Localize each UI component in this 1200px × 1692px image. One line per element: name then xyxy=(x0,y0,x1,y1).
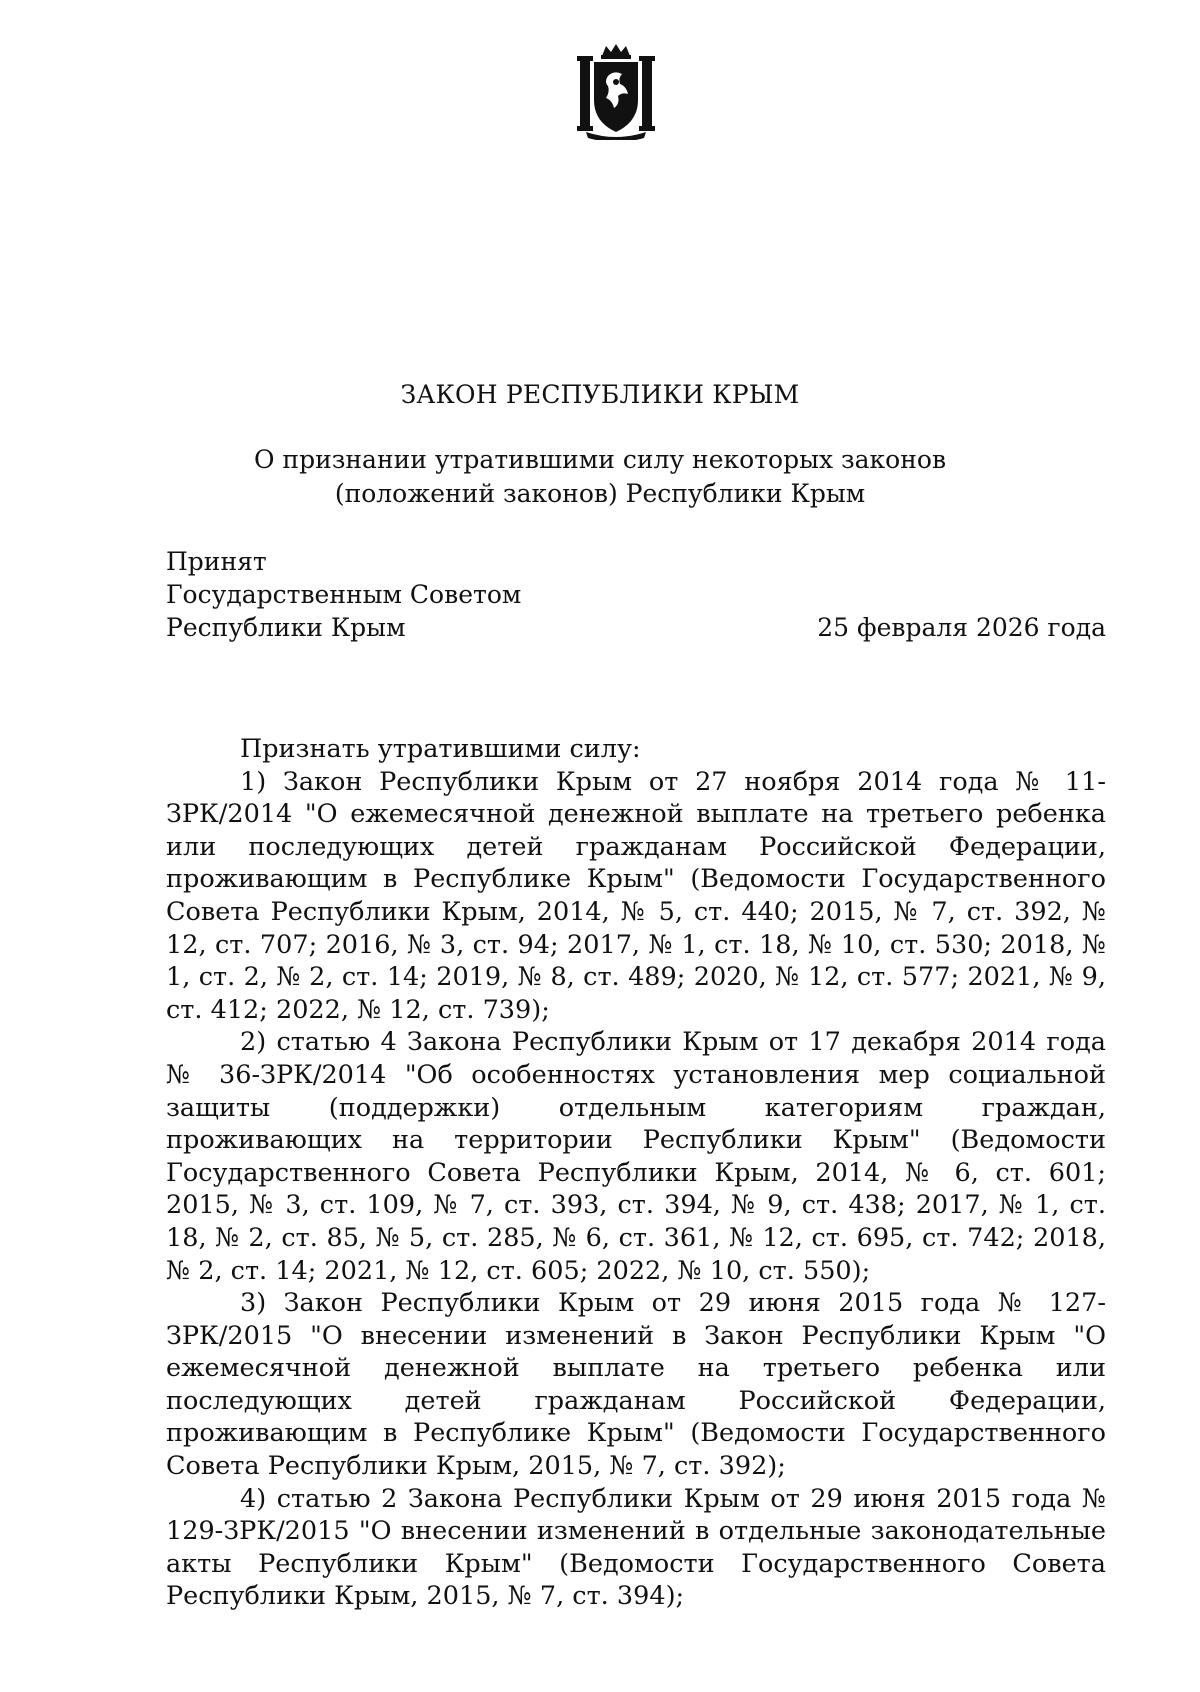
subtitle-line-1: О признании утратившими силу некоторых законов xyxy=(253,445,947,474)
adopted-block xyxy=(166,545,521,644)
document-body xyxy=(166,733,1106,1613)
intro-text: Признать утратившими силу: xyxy=(240,734,641,764)
list-item: 4) статью 2 Закона Республики Крым от 29 июня 2015 года № 129-ЗРК/2015 "О внесении изменений в отдельные законодательные акты Республики Крым" (Ведомости Государственного Совета Республики Крым, 2015, № 7, ст. 394); xyxy=(166,1483,1106,1612)
list-item: 3) Закон Республики Крым от 29 июня 2015 года № 127-ЗРК/2015 "О внесении изменений в Закон Республики Крым "О ежемесячной денежной выплате на третьего ребенка или последующих детей гражданам Российской Федерации, проживающим в Республике Крым" (Ведомости Государственного Совета Республики Крым, 2015, № 7, ст. 392); xyxy=(166,1288,1106,1482)
document-subtitle xyxy=(0,443,1200,511)
document-title: ЗАКОН РЕСПУБЛИКИ КРЫМ xyxy=(400,380,800,409)
adopted-line-2: Государственным Советом xyxy=(166,580,522,609)
crimea-coat-of-arms-icon xyxy=(574,42,658,140)
list-item: 1) Закон Республики Крым от 27 ноября 2014 года № 11-ЗРК/2014 "О ежемесячной денежной выплате на третьего ребенка или последующих детей гражданам Российской Федерации, проживающим в Республике Крым" (Ведомости Государственного Совета Республики Крым, 2014, № 5, ст. 440; 2015, № 7, ст. 392, № 12, ст. 707; 2016, № 3, ст. 94; 2017, № 1, ст. 18, № 10, ст. 530; 2018, № 1, ст. 2, № 2, ст. 14; 2019, № 8, ст. 489; 2020, № 12, ст. 577; 2021, № 9, ст. 412; 2022, № 12, ст. 739); xyxy=(166,766,1106,1025)
list-item: 2) статью 4 Закона Республики Крым от 17 декабря 2014 года № 36-ЗРК/2014 "Об особенностях установления мер социальной защиты (поддержки) отдельным категориям граждан, проживающих на территории Республики Крым" (Ведомости Государственного Совета Республики Крым, 2014, № 6, ст. 601; 2015, № 3, ст. 109, № 7, ст. 393, ст. 394, № 9, ст. 438; 2017, № 1, ст. 18, № 2, ст. 85, № 5, ст. 285, № 6, ст. 361, № 12, ст. 695, ст. 742; 2018, № 2, ст. 14; 2021, № 12, ст. 605; 2022, № 10, ст. 550); xyxy=(166,1027,1106,1286)
adopted-line-3: Республики Крым xyxy=(166,613,406,642)
adoption-date: 25 февраля 2026 года xyxy=(817,613,1106,642)
subtitle-line-2: (положений законов) Республики Крым xyxy=(334,479,866,508)
adopted-line-1: Принят xyxy=(166,547,267,576)
